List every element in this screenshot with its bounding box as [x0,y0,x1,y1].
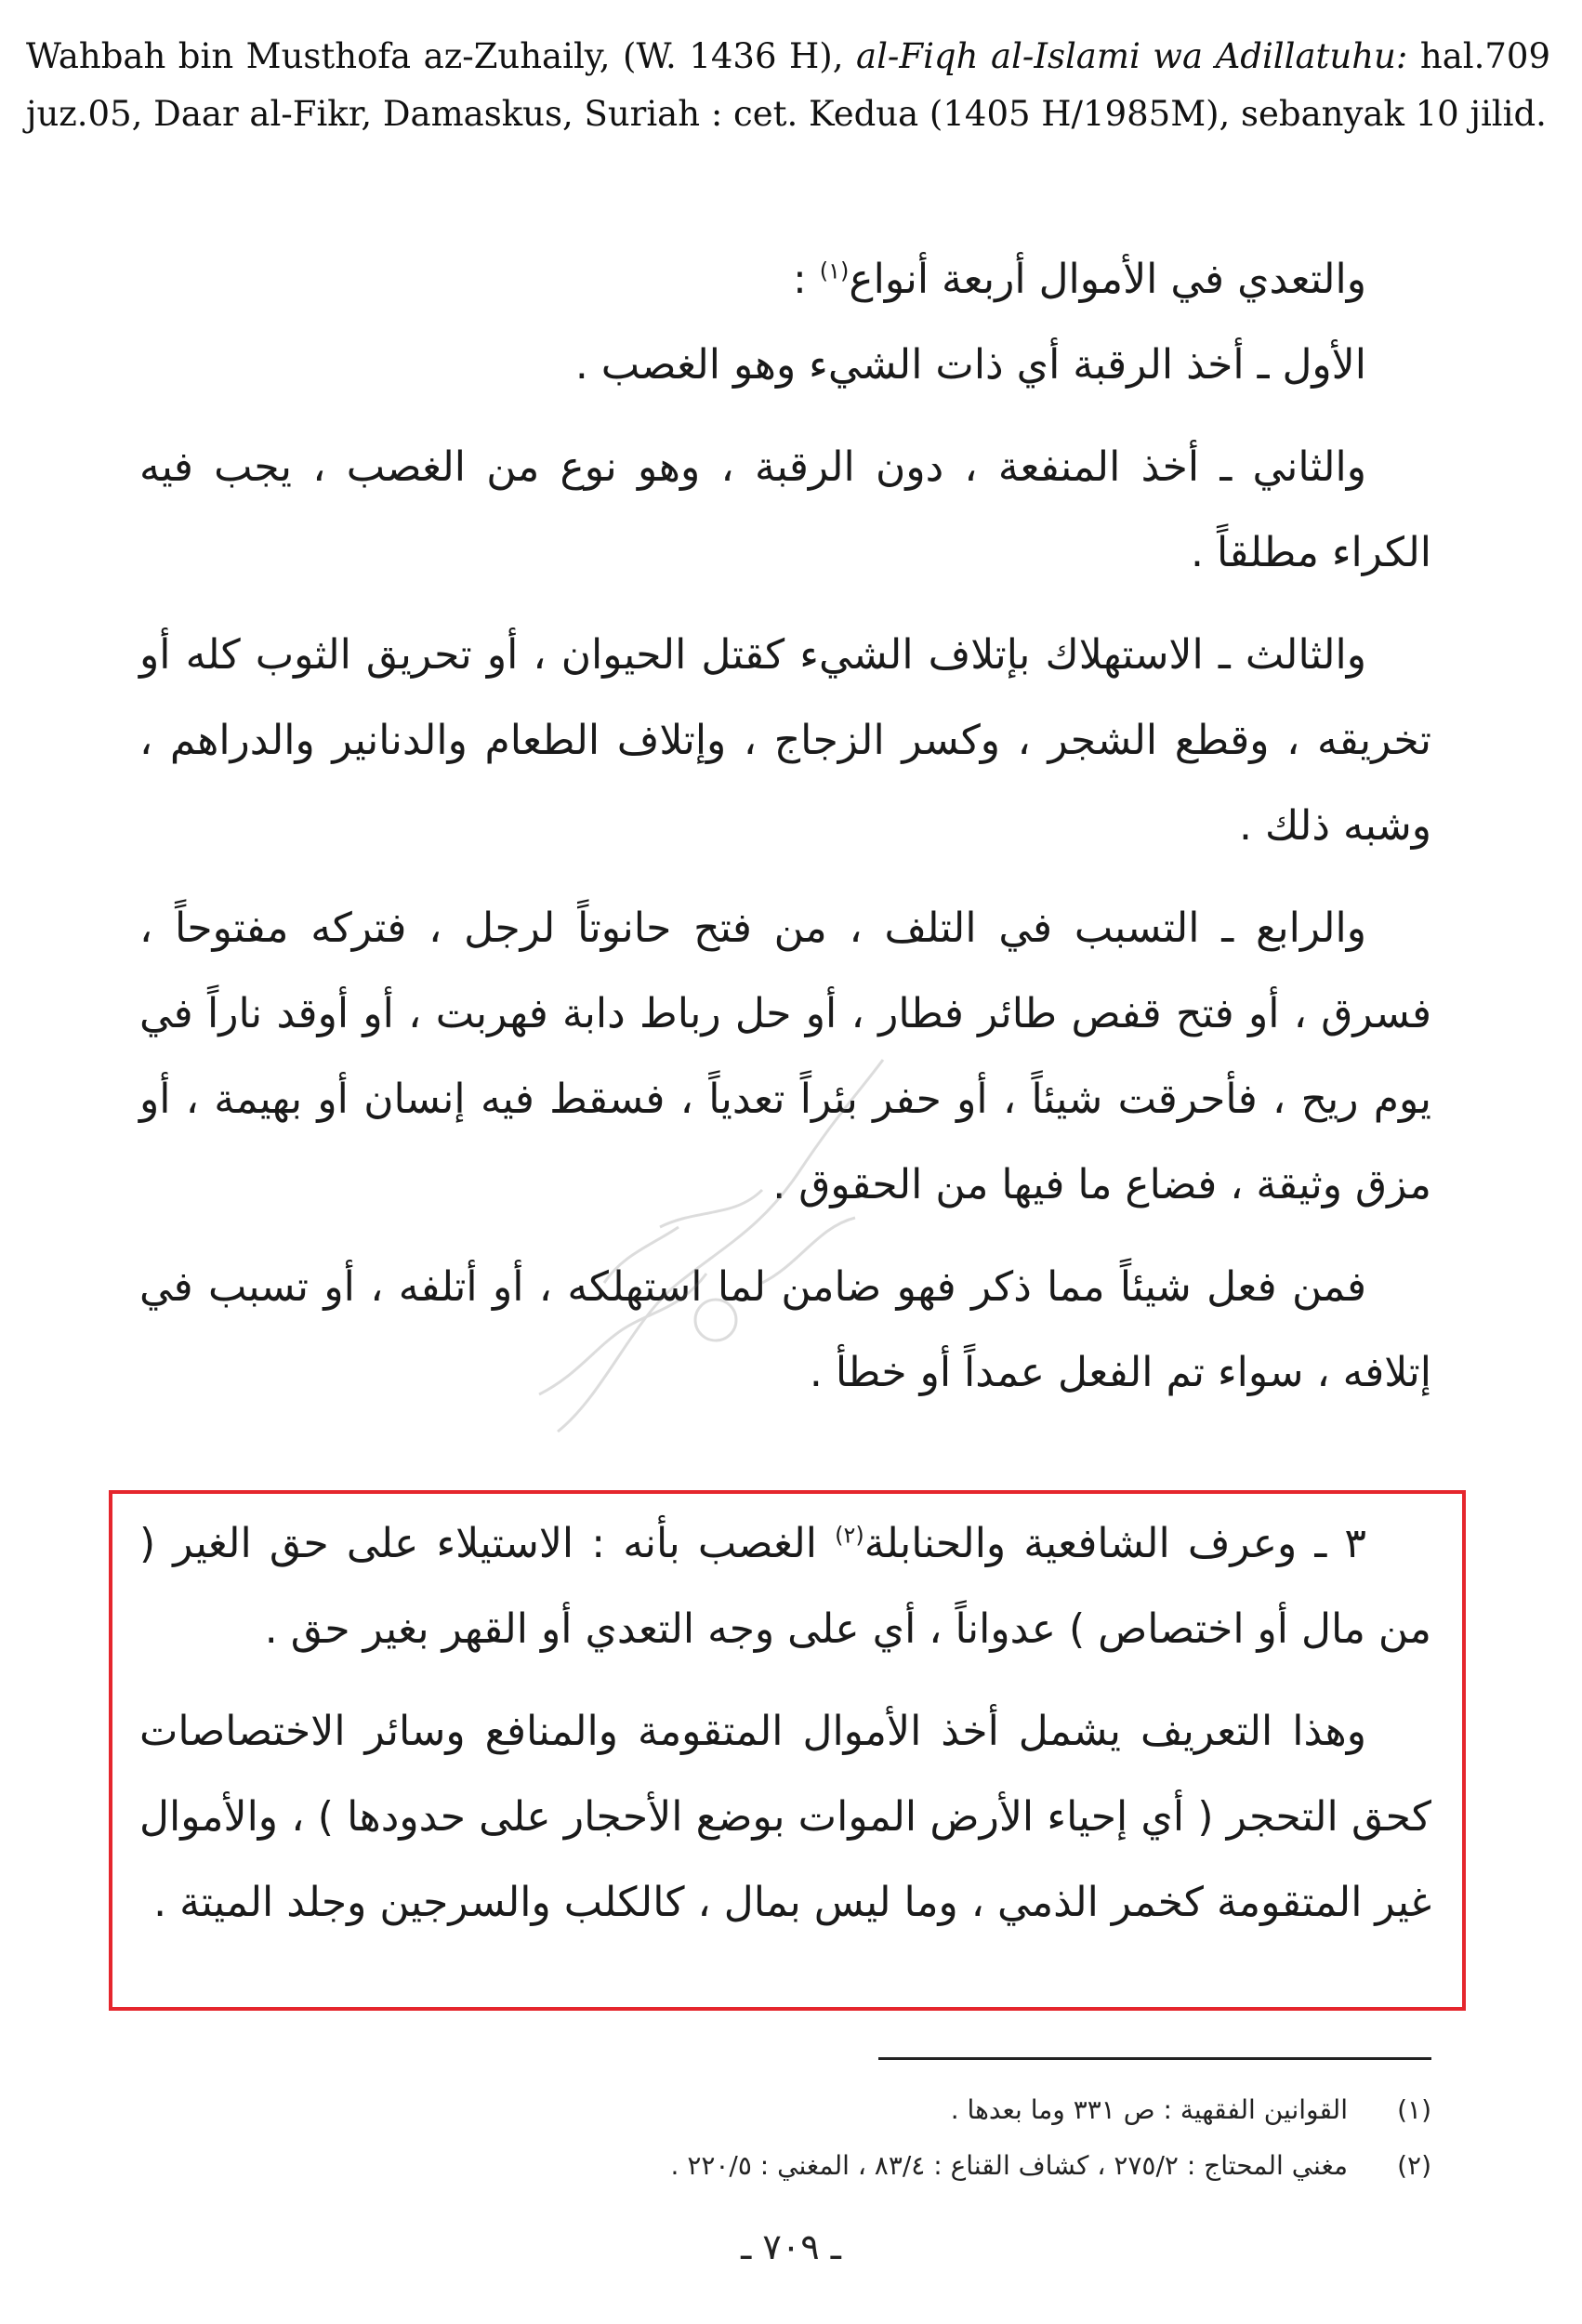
citation-author: Wahbah bin Musthofa az-Zuhaily, (W. 1436 H), [26,36,857,76]
para-third [139,613,1431,869]
para-second [139,425,1431,596]
page-number: ـ ٧٠٩ ـ [741,2226,841,2267]
boxed-para-scope-text: وهذا التعريف يشمل أخذ الأموال المتقومة والمنافع وسائر الاختصاصات كحق التحجر ( أي إحياء الأرض الموات بوضع الأحجار على حدودها ) ، والأموال غير المتقومة كخمر الذمي ، وما ليس بمال ، كالكلب والسرجين وجلد الميتة . [139,1708,1431,1926]
footnote-ref-1: (١) [819,257,850,284]
para-third-text: والثالث ـ الاستهلاك بإتلاف الشيء كقتل الحيوان ، أو تحريق الثوب كله أو تخريقه ، وقطع الشجر ، وكسر الزجاج ، وإتلاف الطعام والدنانير والدراهم ، وشبه ذلك . [139,631,1431,850]
footnote-divider [878,2057,1431,2060]
intro-line [139,237,1431,323]
citation-details: hal.709 juz.05, Daar al-Fikr, Damaskus, Suriah : cet. Kedua (1405 H/1985M), sebanyak 10 jilid. [26,36,1550,134]
para-summary [139,1245,1431,1416]
para-first [139,323,1431,408]
para-summary-text: فمن فعل شيئاً مما ذكر فهو ضامن لما استهلكه ، أو أتلفه ، أو تسبب في إتلافه ، سواء تم الفعل عمداً أو خطأ . [139,1263,1431,1396]
arabic-page-body [139,237,1431,1433]
para-first-text: الأول ـ أخذ الرقبة أي ذات الشيء وهو الغصب . [574,341,1366,389]
boxed-para-definition-rest: الغصب بأنه : الاستيلاء على حق الغير ( من مال أو اختصاص ) عدواناً ، أي على وجه التعدي أو القهر بغير حق . [139,1520,1431,1653]
intro-colon: : [792,256,820,303]
footnote-2-number: (٢) [1397,2150,1431,2181]
citation-text [26,28,1550,143]
footnote-2-text: مغني المحتاج : ٢٧٥/٢ ، كشاف القناع : ٨٣/٤ ، المغني : ٢٢٠/٥ . [670,2150,1348,2181]
footnotes [558,2082,1431,2194]
para-fourth [139,886,1431,1228]
footnote-ref-2: (٢) [835,1522,864,1549]
para-second-text: والثاني ـ أخذ المنفعة ، دون الرقبة ، وهو نوع من الغصب ، يجب فيه الكراء مطلقاً . [139,443,1431,576]
footnote-1-number: (١) [1397,2094,1431,2125]
intro-text: والتعدي في الأموال أربعة أنواع [849,256,1366,303]
para-fourth-text: والرابع ـ التسبب في التلف ، من فتح حانوتاً لرجل ، فتركه مفتوحاً ، فسرق ، أو فتح قفص طائر فطار ، أو حل رباط دابة فهربت ، أو أوقد ناراً في يوم ريح ، فأحرقت شيئاً ، أو حفر بئراً تعدياً ، فسقط فيه إنسان أو بهيمة ، أو مزق وثيقة ، فضاع ما فيها من الحقوق . [139,905,1431,1208]
highlighted-definition [139,1501,1431,1962]
boxed-para-scope [139,1689,1431,1946]
boxed-para-definition-start: ٣ ـ وعرف الشافعية والحنابلة [864,1520,1366,1567]
footnote-1-text: القوانين الفقهية : ص ٣٣١ وما بعدها . [950,2094,1348,2125]
citation-book-title: al-Fiqh al-Islami wa Adillatuhu: [856,36,1408,76]
footnote-1 [558,2082,1431,2138]
boxed-para-definition [139,1501,1431,1672]
footnote-2 [558,2138,1431,2194]
